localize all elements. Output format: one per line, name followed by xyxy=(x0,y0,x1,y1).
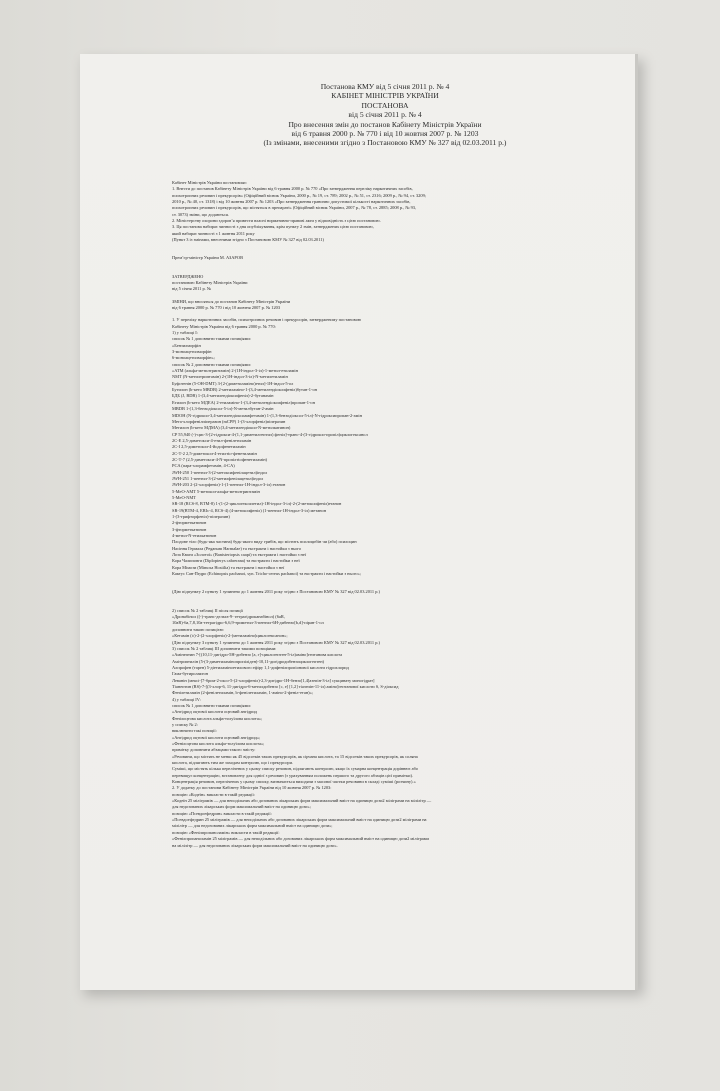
text-line: примітку доповнити абзацами такого змісту: xyxy=(172,747,256,753)
text-line: постановою Кабінету Міністрів України xyxy=(172,279,248,285)
text-line: Суміші, що містять кілька перелічених у цьому списку речовин, підлягають контролю, якщо їх сумарна концентрація дорівнює або xyxy=(172,766,419,772)
text-line: виключити такі позиції: xyxy=(172,728,217,734)
text-line: 2010 р., № 40, ст. 1318) і від 10 жовтня 2007 р. № 1203 «Про затвердження гранично допустимої кількості наркотичних засобів, xyxy=(172,198,411,204)
text-line: 3-фторметкатинон xyxy=(172,526,207,532)
text-line: ЗАТВЕРДЖЕНО xyxy=(172,273,204,279)
text-line: JWH-250 1-пентил-3-(2-метоксифенілацетил)індол xyxy=(172,469,268,475)
text-line: NMT (N-метилтриптамін) 2-(1Н-індол-3-іл)-N-метилетиламін xyxy=(172,374,288,380)
text-line: 2. Міністерству охорони здоров’я привести власні нормативно-правові акти у відповідність з цією постановою. xyxy=(172,217,381,223)
text-line: «Ангідрид оцтової кислоти оцтовий ангідрид xyxy=(172,709,257,715)
text-line: який набирає чинності з 1 жовтня 2011 року xyxy=(172,230,255,236)
text-line: психотропних речовин і прекурсорів» (Офіційний вісник України, 2000 р., № 19, ст. 789; 2002 р., № 51, ст. 2316; 2009 р., № 94, ст. 3209; xyxy=(172,192,426,198)
text-line: позицію «Кодеїн» викласти в такій редакції: xyxy=(172,791,255,797)
text-line: Кора Мімози (Mimosa Hostilia) та екстракти і настойки з неї xyxy=(172,564,285,570)
text-line: позицію «Фенілпропаноламін» викласти в такій редакції: xyxy=(172,829,280,835)
text-line: 1-(3-трифторфеніл)-піперазин) xyxy=(172,514,230,519)
document-panel xyxy=(80,54,638,990)
text-line: MBDB 1-(1,3-бензодіоксол-5-іл)-N-метилбутан-2-амін xyxy=(172,406,274,412)
header-line: від 6 травня 2000 р. № 770 і від 10 жовтня 2007 р. № 1203 xyxy=(291,129,479,139)
text-line: 1. У переліку наркотичних засобів, психотропних речовин і прекурсорів, затвердженому постановою xyxy=(172,317,362,323)
document-page xyxy=(172,82,602,976)
document-body xyxy=(172,180,602,849)
text-line: «Фенілпропаноламін 25 міліграмів — для неподільних або дозованих лікарських форм максимальний вміст на одиницю дози2 міліграми xyxy=(172,836,429,842)
text-line: Плодове тіло (будь-яка частина) будь-якого виду грибів, що містить псилоцибін чи (або) псилоцин xyxy=(172,539,357,545)
text-line: для недозованих лікарських форм максимальний вміст на одиницю дози»; xyxy=(172,804,311,810)
text-block xyxy=(172,180,602,243)
text-line: Етилон (b-кето МДЕА) 2-етиламіно-1-(3,4-метилендіоксифеніл)пропан-1-он xyxy=(172,399,315,405)
header-line: від 5 січня 2011 р. № 4 xyxy=(348,110,422,120)
text-line: «АТМ (альфа-метилтриптамін) 2-(1Н-індол-3-іл)-1-метил-етиламін xyxy=(172,368,298,374)
text-line: від 5 січня 2011 р. № xyxy=(172,286,212,292)
text-block xyxy=(172,608,602,849)
text-line: 10aR)-6a,7,8,10a-тетрагідро-6,6,9-триметил-3-пентил-6H-дибензо[b,d]-піран-1-ол xyxy=(172,620,324,626)
text-line: Кабінет Міністрів України постановляє: xyxy=(172,179,248,185)
text-line: 2. У додатку до постанови Кабінету Міністрів України від 10 жовтня 2007 р. № 1203: xyxy=(172,785,332,791)
text-line: список № 1 доповнити такими позиціями: xyxy=(172,702,251,708)
text-line: «Амінептин 7-[(10,11-дигідро-5Н-дибензо [a, г]-циклогептен-5-іл)аміно]гептанова кислота xyxy=(172,652,343,658)
text-line: «Фенілоцтова кислота альфа-толуїлова кислота»; xyxy=(172,741,265,746)
text-line: від 6 травня 2000 р. № 770 і від 10 жовтня 2007 р. № 1203 xyxy=(172,305,281,310)
text-line: 2С-Т-7 (2,5-диметокси-4-N-пропілтіофенетиламін) xyxy=(172,456,268,462)
text-line: Концентрація речовин, перелічених у цьому списку, визначається виходячи з масової частки речовини в складі суміші (розчину).» xyxy=(172,779,416,785)
text-line: JWH-251 1-пентил-3-(2-метилфенілацетил)індол xyxy=(172,475,264,481)
text-line: «Бензилморфін xyxy=(172,342,201,348)
header-line: (Із змінами, внесеними згідно з Постановою КМУ № 327 від 02.03.2011 р.) xyxy=(263,138,507,148)
text-line: 4) у таблиці IV: xyxy=(172,696,201,702)
text-line: 4-метил-N-етилкатинон xyxy=(172,533,217,539)
text-line: (Пункт 3 із змінами, внесеними згідно з Постановою КМУ № 327 від 02.03.2011) xyxy=(172,236,324,242)
header-line: Постанова КМУ від 5 січня 2011 р. № 4 xyxy=(320,82,450,91)
text-line: 1. Внести до постанов Кабінету Міністрів України від 6 травня 2000 р. № 770 «Про затвердження переліку наркотичних засобів, xyxy=(172,186,413,192)
text-line: PCA (пара-хлорамфетамін, 4-CA) xyxy=(172,463,235,469)
text-line: «Ангідрид оцтової кислоти оцтовий ангідрид»; xyxy=(172,734,261,740)
text-line: SR-18 (RCS-8, BTM-8) 1-(1-(2-циклогексилетил)-1Н-індол-3-іл)-2-(2-метоксифеніл)етанон xyxy=(172,501,342,507)
text-line: 2С-Е 2,5-диметокси-4-етил-фенілетиламін xyxy=(172,437,252,443)
text-line: Фенілоцтова кислота альфа-толуїлова кислота»; xyxy=(172,715,263,721)
text-line: Фенілетиламін (2-фенілетиламін, b-фенілетиламін, 1-аміно-2-феніл-етан)»; xyxy=(172,690,314,696)
text-line: Алпрофен (тарен) 5-діетиламіноетилового ефіру 1,1-дифенілпропіонової кислоти гідрохлорид xyxy=(172,664,349,670)
text-block xyxy=(172,274,602,293)
header-line: Про внесення змін до постанов Кабінету Міністрів України xyxy=(288,119,482,129)
text-line: Кабінету Міністрів України від 6 травня 2000 р. № 770: xyxy=(172,323,276,329)
text-line: список № 1 доповнити такими позиціями: xyxy=(172,336,251,342)
text-line: 3) список № 2 таблиці III доповнити такими позиціями: xyxy=(172,645,277,651)
text-line: 2) список № 2 таблиці II після позиції xyxy=(172,607,243,613)
text-block xyxy=(172,299,602,312)
text-line: перевищує концентрацію, встановлену для однієї з речовин (з урахуванням положень першого та другого абзаців цієї примітки). xyxy=(172,772,413,778)
text-line: список № 2 доповнити такими позиціями: xyxy=(172,361,251,367)
text-line: ЗМІНИ, що вносяться до постанов Кабінету Міністрів України xyxy=(172,298,291,304)
header-line: ПОСТАНОВА xyxy=(361,100,409,110)
text-line: на мілілітр — для недозованих лікарських форм максимальний вміст на одиницю дози». xyxy=(172,842,338,848)
text-line: «Дронабінол ((-)-транс-дельта-9- тетрагідроканабінол) (6aR, xyxy=(172,614,285,620)
text-line: «Кетамін (±)-2-(2-хлорфеніл)-2-(метиламіно)циклогексанон»; xyxy=(172,633,288,639)
text-line: «Псевдоефедрин 25 міліграмів — для неподільних або дозованих лікарських форм максимальний вміст на одиницю дози2 міліграми на xyxy=(172,817,427,823)
text-line: 1) у таблиці I: xyxy=(172,330,198,336)
text-line: Метилон (b-кето МДМА) (3,4-метилендіокси-N-метилкатинон) xyxy=(172,425,291,431)
text-line: Лоза Кваги «Золотої» (Banisteriopsis caapi) та екстракти і настойки з неї xyxy=(172,552,307,558)
text-line: Амітриптилін (5-(3-диметиламінопропіліден)-10,11-дигідродибензоциклогептен) xyxy=(172,658,325,664)
text-line: (Дію підпункту 3 пункту 1 зупинено до 1 жовтня 2011 року згідно з Постановою КМУ № 327 від 02.03.2011 р.) xyxy=(172,639,380,645)
text-line: Леванін (мексі-[7-бром-2-оксо-5-(2-хлорфеніл)-2,3-дигідро-1Н-бензо[1,4]азепін-3-іл] сукцинату моногідрат] xyxy=(172,677,375,683)
text-line: «Речовини, що містять не менш як 45 відсотків таких прекурсорів, як сірчана кислота, та 15 відсотків таких прекурсорів, як соляна xyxy=(172,753,418,759)
text-block xyxy=(172,317,602,577)
text-line: мілілітр — для недозованих лікарських форм максимальний вміст на одиницю дози»; xyxy=(172,823,333,829)
text-line: Кактус Сан-Педро (Echinopsis pachanoi, syn. Tricho-cereus pachanoi) та екстракти і настойки з нього»; xyxy=(172,571,362,577)
text-line: 2С-Т-2 2,5-диметокси-4-етилтіо-фенетиламін xyxy=(172,450,257,456)
text-line: 2С-I 2,5-диметокси-4-йодофенетиламін xyxy=(172,444,246,450)
text-line: Насіння Гермала (Peganum Harmalae) та екстракти і настойки з нього xyxy=(172,545,302,551)
text-line: ст. 3073) зміни, що додаються. xyxy=(172,211,230,217)
text-line: кислота, підлягають тим же заходам контролю, що і прекурсори. xyxy=(172,760,294,766)
text-line: JWH-203 2-(2-хлорфеніл)-1-(1-пентил-1Н-індол-3-іл) етанон xyxy=(172,482,286,488)
text-line: MDOH (N-гідрокси-3,4-метилендіоксиамфетамін) 1-(1,3-бензодіоксол-5-іл)-N-гідроксипропан-2-амін xyxy=(172,412,362,418)
text-line: позицію «Псевдоефедрин» викласти в такій редакції: xyxy=(172,810,272,816)
text-line: Тіанептин (RS)-7-[(3-хлор-6, 11-дигідро-6-метилдибензо [c, e] [1,2] тіазепін-11-іл) аміно]гептанової кислоти S, S-діоксид xyxy=(172,683,399,689)
text-line: психотропних речовин і прекурсорів, що містяться в препараті» (Офіційний вісник України, 2007 р., № 78, ст. 2885; 2008 р., № 93, xyxy=(172,205,417,211)
text-line: Мета-хлорфенілпіперазин (mCPP) 1-(3-хлорфеніл)піперазин xyxy=(172,418,286,424)
text-line: SR-19(BTM-4, ERIc-4, RCS-4) (4-метоксифеніл) (1-пентил-1Н-індол-3-іл) метанон xyxy=(172,507,327,513)
text-line: у списку № 2: xyxy=(172,721,198,727)
text-line: доповнити такою позицією: xyxy=(172,626,225,632)
text-line: CP 55,940 (-)-цис-3-[2-гідрокси-4-(1,1-диметилгептил) феніл]-транс-4-(3-гідрокси-пропіл)циклогексанол xyxy=(172,431,368,437)
text-line: (Дію підпункту 2 пункту 1 зупинено до 1 жовтня 2011 року згідно з Постановою КМУ № 327 від 02.03.2011 р.) xyxy=(172,589,380,595)
text-line: 3. Ця постанова набирає чинності з дня опублікування, крім пункту 2 змін, затверджених цією постановою, xyxy=(172,224,374,230)
text-line: 6-моноацетилморфін»; xyxy=(172,355,215,361)
text-line: Бутилон (b-кето MBDB) 2-метиламіно-1-(3,4-метилендіоксифеніл)бутан-1-он xyxy=(172,387,317,393)
text-line: Прем’єр-міністр України М. АЗАРОВ xyxy=(172,255,244,261)
header-line: КАБІНЕТ МІНІСТРІВ УКРАЇНИ xyxy=(331,91,439,101)
text-line: Гама-бутиролактон xyxy=(172,671,209,677)
text-line: Буфотенін (5-ОН-DMT) 3-[2-(диметиламіно)етил]-1Н-індол-5-ол xyxy=(172,380,294,386)
text-line: Кора Чалиповги (Diplopterys cabrerana) та екстракти і настойки з неї xyxy=(172,558,300,564)
text-line: БДБ (J, BDB) 1-(3,4-метилендіоксифеніл)-2-бутанамін xyxy=(172,393,274,399)
text-line: 3-моноацетилморфін xyxy=(172,349,212,355)
text-line: 5-MeO-AMT 5-метокси-альфа-метилтриптамін xyxy=(172,488,260,494)
text-line: «Кодеїн 25 міліграмів — для неподільних або дозованих лікарських форм максимальний вміст на одиницю дози2 міліграми на мілілітр — xyxy=(172,798,432,804)
text-line: 5-MeO-NMT xyxy=(172,494,196,500)
document-header xyxy=(172,82,602,148)
text-line: 2-фторметкатинон xyxy=(172,520,207,526)
